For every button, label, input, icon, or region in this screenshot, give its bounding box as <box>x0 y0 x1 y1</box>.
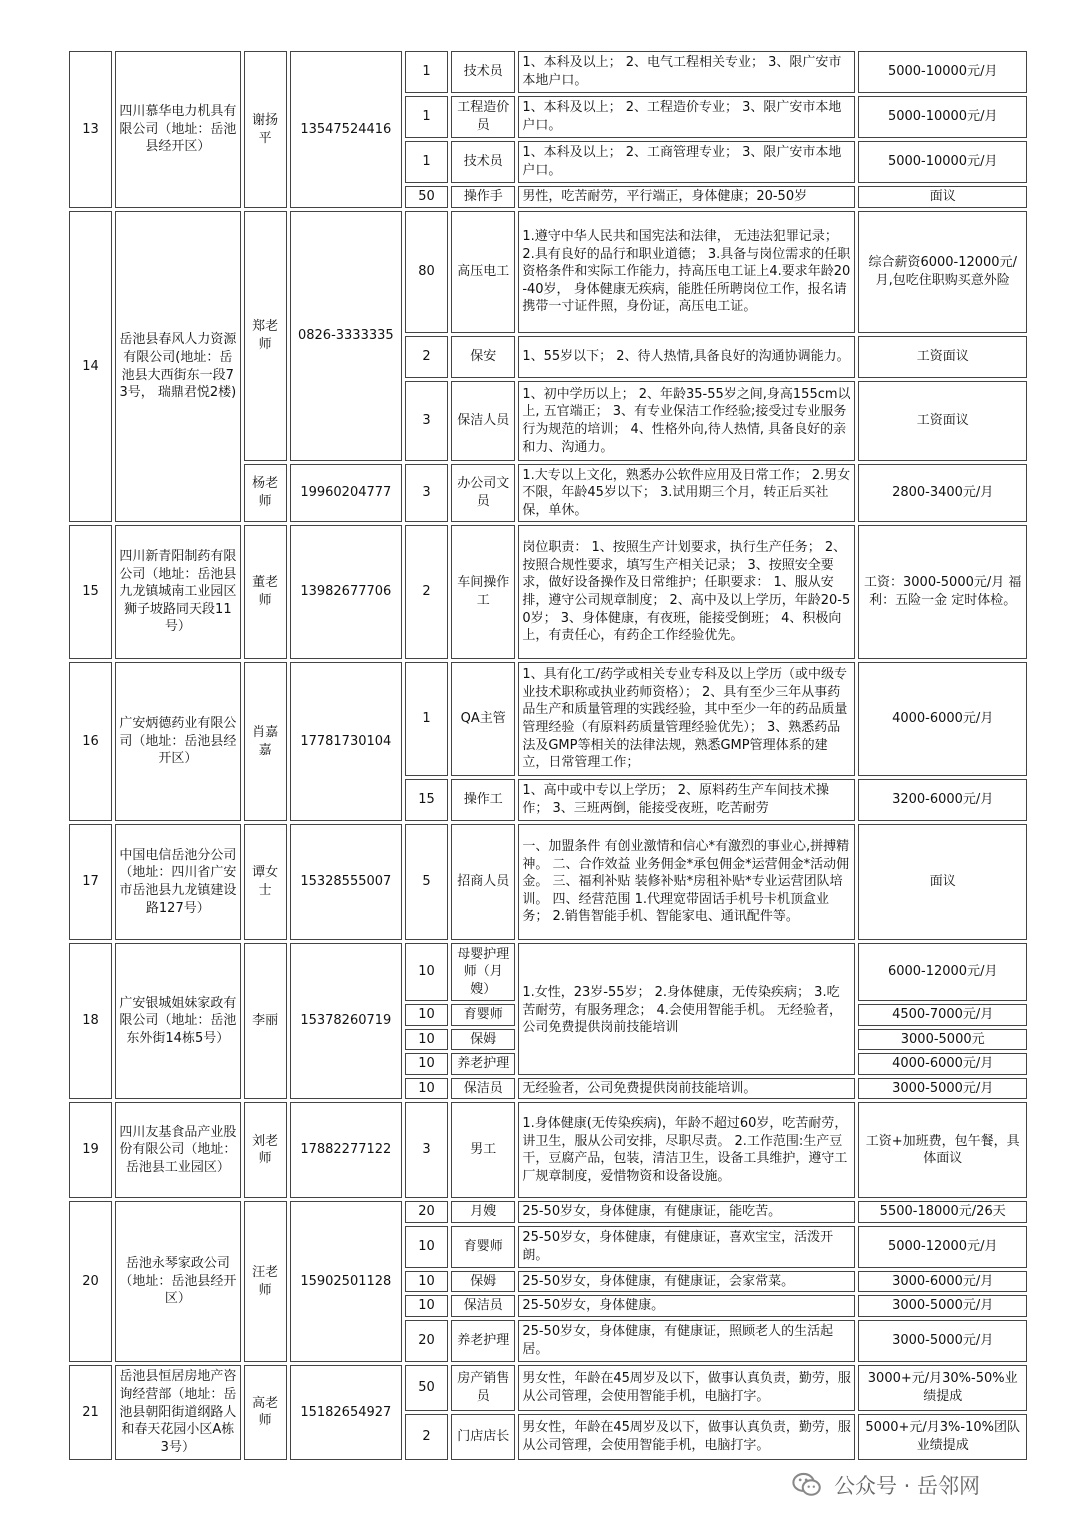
salary-cell: 3000-5000元/月 <box>858 1320 1027 1362</box>
requirement-cell: 岗位职责： 1、按照生产计划要求，执行生产任务； 2、按照合规性要求，填写生产相关记录； 3、按照安全要求，做好设备操作及日常维护；任职要求： 1、服从安排，遵守公司规章制度； 2、高中及以上学历，年龄20-50岁； 3、身体健康，有夜班，能接受倒班； 4、积极向上，有责任心，有药企工作经验优先。 <box>518 525 855 659</box>
table-row <box>69 662 1027 776</box>
requirement-cell: 1、高中或中专以上学历； 2、原料药生产车间技术操作； 3、三班两倒，能接受夜班，吃苦耐劳 <box>518 779 855 821</box>
job-title-cell: 技术员 <box>451 51 515 93</box>
count-cell: 1 <box>405 141 448 183</box>
job-title-cell: 办公司文员 <box>451 464 515 522</box>
job-title-cell: 月嫂 <box>451 1201 515 1223</box>
job-title-cell: 保安 <box>451 336 515 378</box>
count-cell: 1 <box>405 51 448 93</box>
job-title-cell: 操作工 <box>451 779 515 821</box>
count-cell: 2 <box>405 1414 448 1460</box>
salary-cell: 5000-10000元/月 <box>858 141 1027 183</box>
count-cell: 3 <box>405 1102 448 1198</box>
row-number: 21 <box>69 1365 112 1460</box>
count-cell: 80 <box>405 211 448 333</box>
table-row <box>69 1201 1027 1223</box>
requirement-cell: 25-50岁女，身体健康，有健康证，喜欢宝宝，活泼开朗。 <box>518 1226 855 1268</box>
count-cell: 3 <box>405 381 448 461</box>
salary-cell: 4000-6000元/月 <box>858 662 1027 776</box>
company-cell: 四川新青阳制药有限公司（地址：岳池县九龙镇城南工业园区狮子坡路同天段11号） <box>115 525 240 659</box>
job-title-cell: 保洁员 <box>451 1295 515 1317</box>
salary-cell: 2800-3400元/月 <box>858 464 1027 522</box>
count-cell: 5 <box>405 824 448 940</box>
salary-cell: 5000-10000元/月 <box>858 96 1027 138</box>
requirement-cell: 无经验者，公司免费提供岗前技能培训。 <box>518 1078 855 1100</box>
table-row <box>69 1102 1027 1198</box>
phone-cell: 15902501128 <box>290 1201 402 1362</box>
salary-cell: 5000+元/月3%-10%团队业绩提成 <box>858 1414 1027 1460</box>
company-cell: 岳池县春风人力资源有限公司(地址：岳池县大西街东一段73号， 瑞鼎君悦2楼) <box>115 211 240 522</box>
count-cell: 10 <box>405 943 448 1001</box>
count-cell: 2 <box>405 336 448 378</box>
salary-cell: 3000-5000元 <box>858 1029 1027 1051</box>
row-number: 15 <box>69 525 112 659</box>
contact-cell: 高老师 <box>244 1365 287 1460</box>
count-cell: 10 <box>405 1004 448 1026</box>
salary-cell: 5000-12000元/月 <box>858 1226 1027 1268</box>
count-cell: 10 <box>405 1226 448 1268</box>
table-row <box>69 1365 1027 1411</box>
job-title-cell: 母婴护理师（月嫂） <box>451 943 515 1001</box>
salary-cell: 4000-6000元/月 <box>858 1053 1027 1075</box>
count-cell: 1 <box>405 96 448 138</box>
phone-cell: 13547524416 <box>290 51 402 208</box>
phone-cell: 17781730104 <box>290 662 402 821</box>
requirement-cell: 一、加盟条件 有创业激情和信心*有激烈的事业心,拼搏精神。 二、合作效益 业务佣金*承包佣金*运营佣金*活动佣金。 三、福利补贴 装修补贴*房租补贴*专业运营团队培训。 四、经营范围 1.代理宽带固话手机号卡机顶盒业务； 2.销售智能手机、智能家电、通讯配件等。 <box>518 824 855 940</box>
salary-cell: 5500-18000元/26天 <box>858 1201 1027 1223</box>
company-cell: 中国电信岳池分公司（地址：四川省广安市岳池县九龙镇建设路127号） <box>115 824 240 940</box>
row-number: 18 <box>69 943 112 1099</box>
job-title-cell: 操作手 <box>451 186 515 208</box>
table-row <box>69 824 1027 940</box>
contact-cell: 刘老师 <box>244 1102 287 1198</box>
contact-cell: 汪老师 <box>244 1201 287 1362</box>
job-title-cell: 招商人员 <box>451 824 515 940</box>
requirement-cell: 男女性，年龄在45周岁及以下，做事认真负责，勤劳，服从公司管理，会使用智能手机，电脑打字。 <box>518 1414 855 1460</box>
job-title-cell: 保姆 <box>451 1271 515 1293</box>
requirement-cell: 25-50岁女，身体健康。 <box>518 1295 855 1317</box>
table-row <box>69 525 1027 659</box>
row-number: 14 <box>69 211 112 522</box>
contact-cell: 董老师 <box>244 525 287 659</box>
phone-cell: 15378260719 <box>290 943 402 1099</box>
company-cell: 岳池县恒居房地产咨询经营部（地址：岳池县朝阳街道纲路人和春天花园小区A栋3号） <box>115 1365 240 1460</box>
contact-cell: 肖嘉嘉 <box>244 662 287 821</box>
requirement-cell: 1.身体健康(无传染疾病)，年龄不超过60岁，吃苦耐劳，讲卫生，服从公司安排，尽职尽责。 2.工作范围:生产豆干，豆腐产品，包装，清洁卫生，设备工具维护，遵守工厂规章制度，爱惜物资和设备设施。 <box>518 1102 855 1198</box>
salary-cell: 工资+加班费，包午餐，具体面议 <box>858 1102 1027 1198</box>
company-cell: 四川友基食品产业股份有限公司（地址：岳池县工业园区） <box>115 1102 240 1198</box>
row-number: 13 <box>69 51 112 208</box>
job-title-cell: 养老护理 <box>451 1320 515 1362</box>
salary-cell: 4500-7000元/月 <box>858 1004 1027 1026</box>
contact-cell: 李丽 <box>244 943 287 1099</box>
count-cell: 10 <box>405 1295 448 1317</box>
count-cell: 10 <box>405 1271 448 1293</box>
count-cell: 20 <box>405 1320 448 1362</box>
salary-cell: 5000-10000元/月 <box>858 51 1027 93</box>
row-number: 19 <box>69 1102 112 1198</box>
salary-cell: 工资面议 <box>858 381 1027 461</box>
table-row <box>69 211 1027 333</box>
wechat-watermark <box>790 1463 980 1507</box>
job-title-cell: 男工 <box>451 1102 515 1198</box>
count-cell: 3 <box>405 464 448 522</box>
requirement-cell: 1、55岁以下； 2、待人热情,具备良好的沟通协调能力。 <box>518 336 855 378</box>
requirement-cell: 1.大专以上文化，熟悉办公软件应用及日常工作； 2.男女不限，年龄45岁以下； 3.试用期三个月，转正后买社保，单休。 <box>518 464 855 522</box>
job-title-cell: 工程造价员 <box>451 96 515 138</box>
count-cell: 15 <box>405 779 448 821</box>
salary-cell: 面议 <box>858 186 1027 208</box>
job-title-cell: 车间操作工 <box>451 525 515 659</box>
requirement-cell: 男性，吃苦耐劳，平行端正，身体健康；20-50岁 <box>518 186 855 208</box>
count-cell: 10 <box>405 1053 448 1075</box>
row-number: 17 <box>69 824 112 940</box>
job-title-cell: 房产销售员 <box>451 1365 515 1411</box>
salary-cell: 综合薪资6000-12000元/月,包吃住职购买意外险 <box>858 211 1027 333</box>
job-title-cell: 技术员 <box>451 141 515 183</box>
salary-cell: 3000-5000元/月 <box>858 1078 1027 1100</box>
table-row <box>69 51 1027 93</box>
watermark-text: 公众号 · 岳邻网 <box>834 1474 981 1498</box>
row-number: 20 <box>69 1201 112 1362</box>
salary-cell: 工资：3000-5000元/月 福利：五险一金 定时体检。 <box>858 525 1027 659</box>
requirement-cell: 1、具有化工/药学或相关专业专科及以上学历（或中级专业技术职称或执业药师资格）； 2、具有至少三年从事药品生产和质量管理的实践经验，其中至少一年的药品质量管理经验（有原料药质量管理经验优先）； 3、熟悉药品法及GMP等相关的法律法规，熟悉GMP管理体系的建立，日常管理工作； <box>518 662 855 776</box>
requirement-cell: 1、初中学历以上； 2、年龄35-55岁之间,身高155cm以上, 五官端正； 3、有专业保洁工作经验;接受过专业服务行为规范的培训； 4、性格外向,待人热情, 具备良好的亲和力、沟通力。 <box>518 381 855 461</box>
job-title-cell: 高压电工 <box>451 211 515 333</box>
requirement-cell: 1.遵守中华人民共和国宪法和法律， 无违法犯罪记录； 2.具有良好的品行和职业道德； 3.具备与岗位需求的任职资格条件和实际工作能力，持高压电工证上4.要求年龄20-40岁， 身体健康无疾病，能胜任所聘岗位工作，报名请携带一寸证件照，身份证，高压电工证。 <box>518 211 855 333</box>
salary-cell: 3000-6000元/月 <box>858 1271 1027 1293</box>
count-cell: 10 <box>405 1078 448 1100</box>
phone-cell: 15328555007 <box>290 824 402 940</box>
phone-cell: 17882277122 <box>290 1102 402 1198</box>
job-title-cell: QA主管 <box>451 662 515 776</box>
company-cell: 岳池永琴家政公司（地址：岳池县经开区） <box>115 1201 240 1362</box>
job-title-cell: 保洁人员 <box>451 381 515 461</box>
contact-cell: 谭女士 <box>244 824 287 940</box>
requirement-cell: 1、本科及以上； 2、工商管理专业； 3、限广安市本地户口。 <box>518 141 855 183</box>
salary-cell: 3200-6000元/月 <box>858 779 1027 821</box>
salary-cell: 工资面议 <box>858 336 1027 378</box>
count-cell: 50 <box>405 186 448 208</box>
count-cell: 2 <box>405 525 448 659</box>
table-row <box>69 943 1027 1001</box>
requirement-cell: 25-50岁女，身体健康，有健康证，能吃苦。 <box>518 1201 855 1223</box>
salary-cell: 面议 <box>858 824 1027 940</box>
phone-cell: 0826-3333335 <box>290 211 402 461</box>
job-listing-table <box>66 48 1030 1463</box>
contact-cell: 杨老师 <box>244 464 287 522</box>
requirement-cell: 25-50岁女，身体健康，有健康证，会家常菜。 <box>518 1271 855 1293</box>
salary-cell: 3000+元/月30%-50%业绩提成 <box>858 1365 1027 1411</box>
job-title-cell: 育婴师 <box>451 1004 515 1026</box>
requirement-cell: 1、本科及以上； 2、电气工程相关专业； 3、限广安市本地户口。 <box>518 51 855 93</box>
job-title-cell: 保姆 <box>451 1029 515 1051</box>
company-cell: 四川慕华电力机具有限公司（地址：岳池县经开区） <box>115 51 240 208</box>
job-title-cell: 门店店长 <box>451 1414 515 1460</box>
job-title-cell: 养老护理 <box>451 1053 515 1075</box>
contact-cell: 谢扬平 <box>244 51 287 208</box>
job-title-cell: 保洁员 <box>451 1078 515 1100</box>
phone-cell: 13982677706 <box>290 525 402 659</box>
requirement-cell: 25-50岁女，身体健康，有健康证，照顾老人的生活起居。 <box>518 1320 855 1362</box>
salary-cell: 3000-5000元/月 <box>858 1295 1027 1317</box>
requirement-cell: 1、本科及以上； 2、工程造价专业； 3、限广安市本地户口。 <box>518 96 855 138</box>
count-cell: 1 <box>405 662 448 776</box>
contact-cell: 郑老师 <box>244 211 287 461</box>
row-number: 16 <box>69 662 112 821</box>
count-cell: 20 <box>405 1201 448 1223</box>
phone-cell: 19960204777 <box>290 464 402 522</box>
company-cell: 广安银城姐妹家政有限公司（地址：岳池东外街14栋5号） <box>115 943 240 1099</box>
count-cell: 50 <box>405 1365 448 1411</box>
salary-cell: 6000-12000元/月 <box>858 943 1027 1001</box>
phone-cell: 15182654927 <box>290 1365 402 1460</box>
requirement-cell: 男女性，年龄在45周岁及以下，做事认真负责，勤劳，服从公司管理，会使用智能手机，电脑打字。 <box>518 1365 855 1411</box>
requirement-cell: 1.女性，23岁-55岁； 2.身体健康，无传染疾病； 3.吃苦耐劳，有服务理念； 4.会使用智能手机。 无经验者，公司免费提供岗前技能培训 <box>518 943 855 1075</box>
wechat-icon <box>790 1468 824 1502</box>
count-cell: 10 <box>405 1029 448 1051</box>
company-cell: 广安炳德药业有限公司（地址：岳池县经开区） <box>115 662 240 821</box>
job-title-cell: 育婴师 <box>451 1226 515 1268</box>
